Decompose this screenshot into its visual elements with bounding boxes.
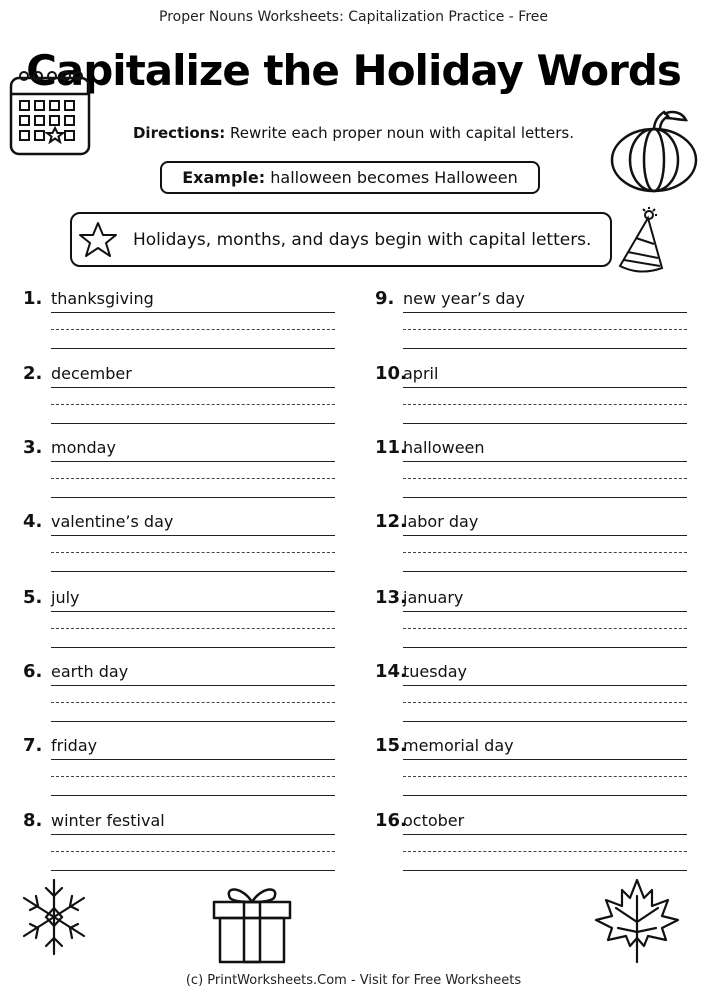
directions-label: Directions: (132, 124, 226, 142)
worksheet-item (375, 735, 685, 795)
answer-line-top[interactable] (51, 685, 335, 686)
answer-line-dashed (403, 851, 687, 852)
worksheet-item (23, 661, 333, 721)
answer-line-bottom (51, 497, 335, 498)
item-number: 5. (23, 587, 43, 608)
item-word: october (403, 811, 465, 830)
item-number: 1. (23, 288, 43, 309)
answer-line-dashed (403, 478, 687, 479)
item-number: 14. (375, 661, 407, 682)
item-number: 16. (375, 810, 407, 831)
worksheet-item (375, 587, 685, 647)
directions-text: Rewrite each proper noun with capital letters. (225, 124, 574, 142)
answer-line-top[interactable] (403, 535, 687, 536)
item-word: april (403, 364, 439, 383)
answer-line-bottom (403, 795, 687, 796)
answer-line-top[interactable] (403, 834, 687, 835)
item-word: new year’s day (403, 289, 525, 308)
example-label: Example: (182, 168, 266, 187)
item-number: 6. (23, 661, 43, 682)
answer-line-dashed (51, 702, 335, 703)
rule-text: Holidays, months, and days begin with capital letters. (133, 230, 592, 250)
answer-line-dashed (403, 404, 687, 405)
worksheet-item (375, 810, 685, 870)
answer-line-top[interactable] (51, 611, 335, 612)
answer-line-top[interactable] (403, 461, 687, 462)
answer-line-dashed (403, 552, 687, 553)
answer-line-dashed (51, 478, 335, 479)
answer-line-bottom (403, 348, 687, 349)
answer-line-bottom (51, 870, 335, 871)
page-title: Capitalize the Holiday Words (26, 46, 681, 95)
worksheet-item (23, 437, 333, 497)
example-text: halloween becomes Halloween (265, 168, 518, 187)
answer-line-top[interactable] (403, 387, 687, 388)
item-word: december (51, 364, 132, 383)
worksheet-item (375, 511, 685, 571)
pumpkin-icon (608, 108, 700, 194)
answer-line-top[interactable] (51, 312, 335, 313)
answer-line-bottom (403, 423, 687, 424)
snowflake-icon (20, 872, 88, 962)
example-box (160, 161, 540, 194)
worksheet-item (23, 587, 333, 647)
answer-line-top[interactable] (403, 685, 687, 686)
worksheet-item (375, 288, 685, 348)
worksheet-item (23, 511, 333, 571)
answer-line-top[interactable] (51, 759, 335, 760)
item-word: monday (51, 438, 116, 457)
answer-line-top[interactable] (51, 535, 335, 536)
answer-line-top[interactable] (51, 834, 335, 835)
item-word: january (403, 588, 464, 607)
answer-line-top[interactable] (403, 611, 687, 612)
item-word: july (51, 588, 80, 607)
item-word: memorial day (403, 736, 514, 755)
page-footer: (c) PrintWorksheets.Com - Visit for Free Worksheets (185, 973, 522, 988)
answer-line-top[interactable] (403, 312, 687, 313)
page-header: Proper Nouns Worksheets: Capitalization Practice - Free (159, 9, 548, 25)
answer-line-bottom (51, 571, 335, 572)
answer-line-dashed (51, 404, 335, 405)
answer-line-dashed (403, 702, 687, 703)
gift-icon (206, 876, 296, 966)
item-number: 11. (375, 437, 407, 458)
answer-line-bottom (403, 497, 687, 498)
answer-line-dashed (403, 628, 687, 629)
maple-leaf-icon (592, 876, 682, 966)
worksheet-item (375, 363, 685, 423)
worksheet-item (23, 735, 333, 795)
item-word: friday (51, 736, 98, 755)
star-icon (78, 221, 118, 259)
item-word: halloween (403, 438, 485, 457)
worksheet-item (375, 437, 685, 497)
item-word: thanksgiving (51, 289, 154, 308)
answer-line-bottom (51, 647, 335, 648)
party-hat-icon (614, 206, 670, 276)
answer-line-dashed (51, 329, 335, 330)
worksheet-item (23, 288, 333, 348)
answer-line-top[interactable] (51, 387, 335, 388)
answer-line-bottom (403, 870, 687, 871)
answer-line-top[interactable] (51, 461, 335, 462)
item-number: 10. (375, 363, 407, 384)
item-number: 15. (375, 735, 407, 756)
answer-line-bottom (403, 571, 687, 572)
item-number: 8. (23, 810, 43, 831)
item-word: tuesday (403, 662, 468, 681)
worksheet-item (375, 661, 685, 721)
answer-line-bottom (403, 647, 687, 648)
answer-line-bottom (403, 721, 687, 722)
item-number: 13. (375, 587, 407, 608)
answer-line-dashed (403, 329, 687, 330)
answer-line-top[interactable] (403, 759, 687, 760)
item-number: 9. (375, 288, 395, 309)
item-word: valentine’s day (51, 512, 174, 531)
answer-line-bottom (51, 348, 335, 349)
answer-line-dashed (51, 628, 335, 629)
item-word: labor day (403, 512, 479, 531)
answer-line-dashed (51, 552, 335, 553)
calendar-icon (8, 66, 94, 158)
item-word: earth day (51, 662, 129, 681)
directions (0, 124, 707, 142)
answer-line-dashed (403, 776, 687, 777)
item-number: 12. (375, 511, 407, 532)
worksheet-item (23, 810, 333, 870)
answer-line-bottom (51, 721, 335, 722)
item-number: 7. (23, 735, 43, 756)
worksheet-item (23, 363, 333, 423)
answer-line-bottom (51, 423, 335, 424)
item-number: 3. (23, 437, 43, 458)
item-number: 2. (23, 363, 43, 384)
item-number: 4. (23, 511, 43, 532)
answer-line-dashed (51, 851, 335, 852)
answer-line-bottom (51, 795, 335, 796)
item-word: winter festival (51, 811, 165, 830)
answer-line-dashed (51, 776, 335, 777)
